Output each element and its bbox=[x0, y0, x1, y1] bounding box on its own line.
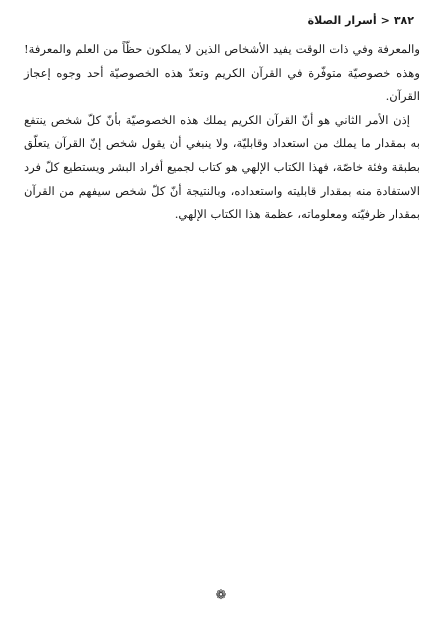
page-number: ٣٨٢ bbox=[393, 14, 414, 27]
chapter-title: أسرار الصلاة bbox=[307, 14, 377, 27]
header-separator: < bbox=[380, 14, 390, 27]
paragraph: إذن الأمر الثاني هو أنّ القرآن الكريم يملك هذه الخصوصيّة بأنّ كلّ شخص ينتفع به بمقدار ما يملك من استعداد وقابليّة، ولا ينبغي أن يقول شخص إنّ القرآن يتعلّق بطبقة وفئة خاصّة، فهذا الكتاب الإلهي هو كتاب لجميع أفراد البشر ويستطيع كلّ فرد الاستفادة منه بمقدار قابليته واستعداده، وبالنتيجة أنّ كلّ شخص سيفهم من القرآن بمقدار ظرفيّته ومعلوماته، عظمة هذا الكتاب الإلهي. bbox=[24, 112, 420, 222]
running-header bbox=[308, 14, 414, 27]
footer-ornament: ❁ bbox=[215, 588, 227, 603]
body-text bbox=[24, 38, 420, 227]
paragraph-continuation: والمعرفة وفي ذات الوقت يفيد الأشخاص الذين لا يملكون حظّاً من العلم والمعرفة! وهذه خصوصيّة متوفّرة في القرآن الكريم وتعدّ هذه الخصوصيّة أحد وجوه إعجاز القرآن. bbox=[24, 42, 420, 104]
